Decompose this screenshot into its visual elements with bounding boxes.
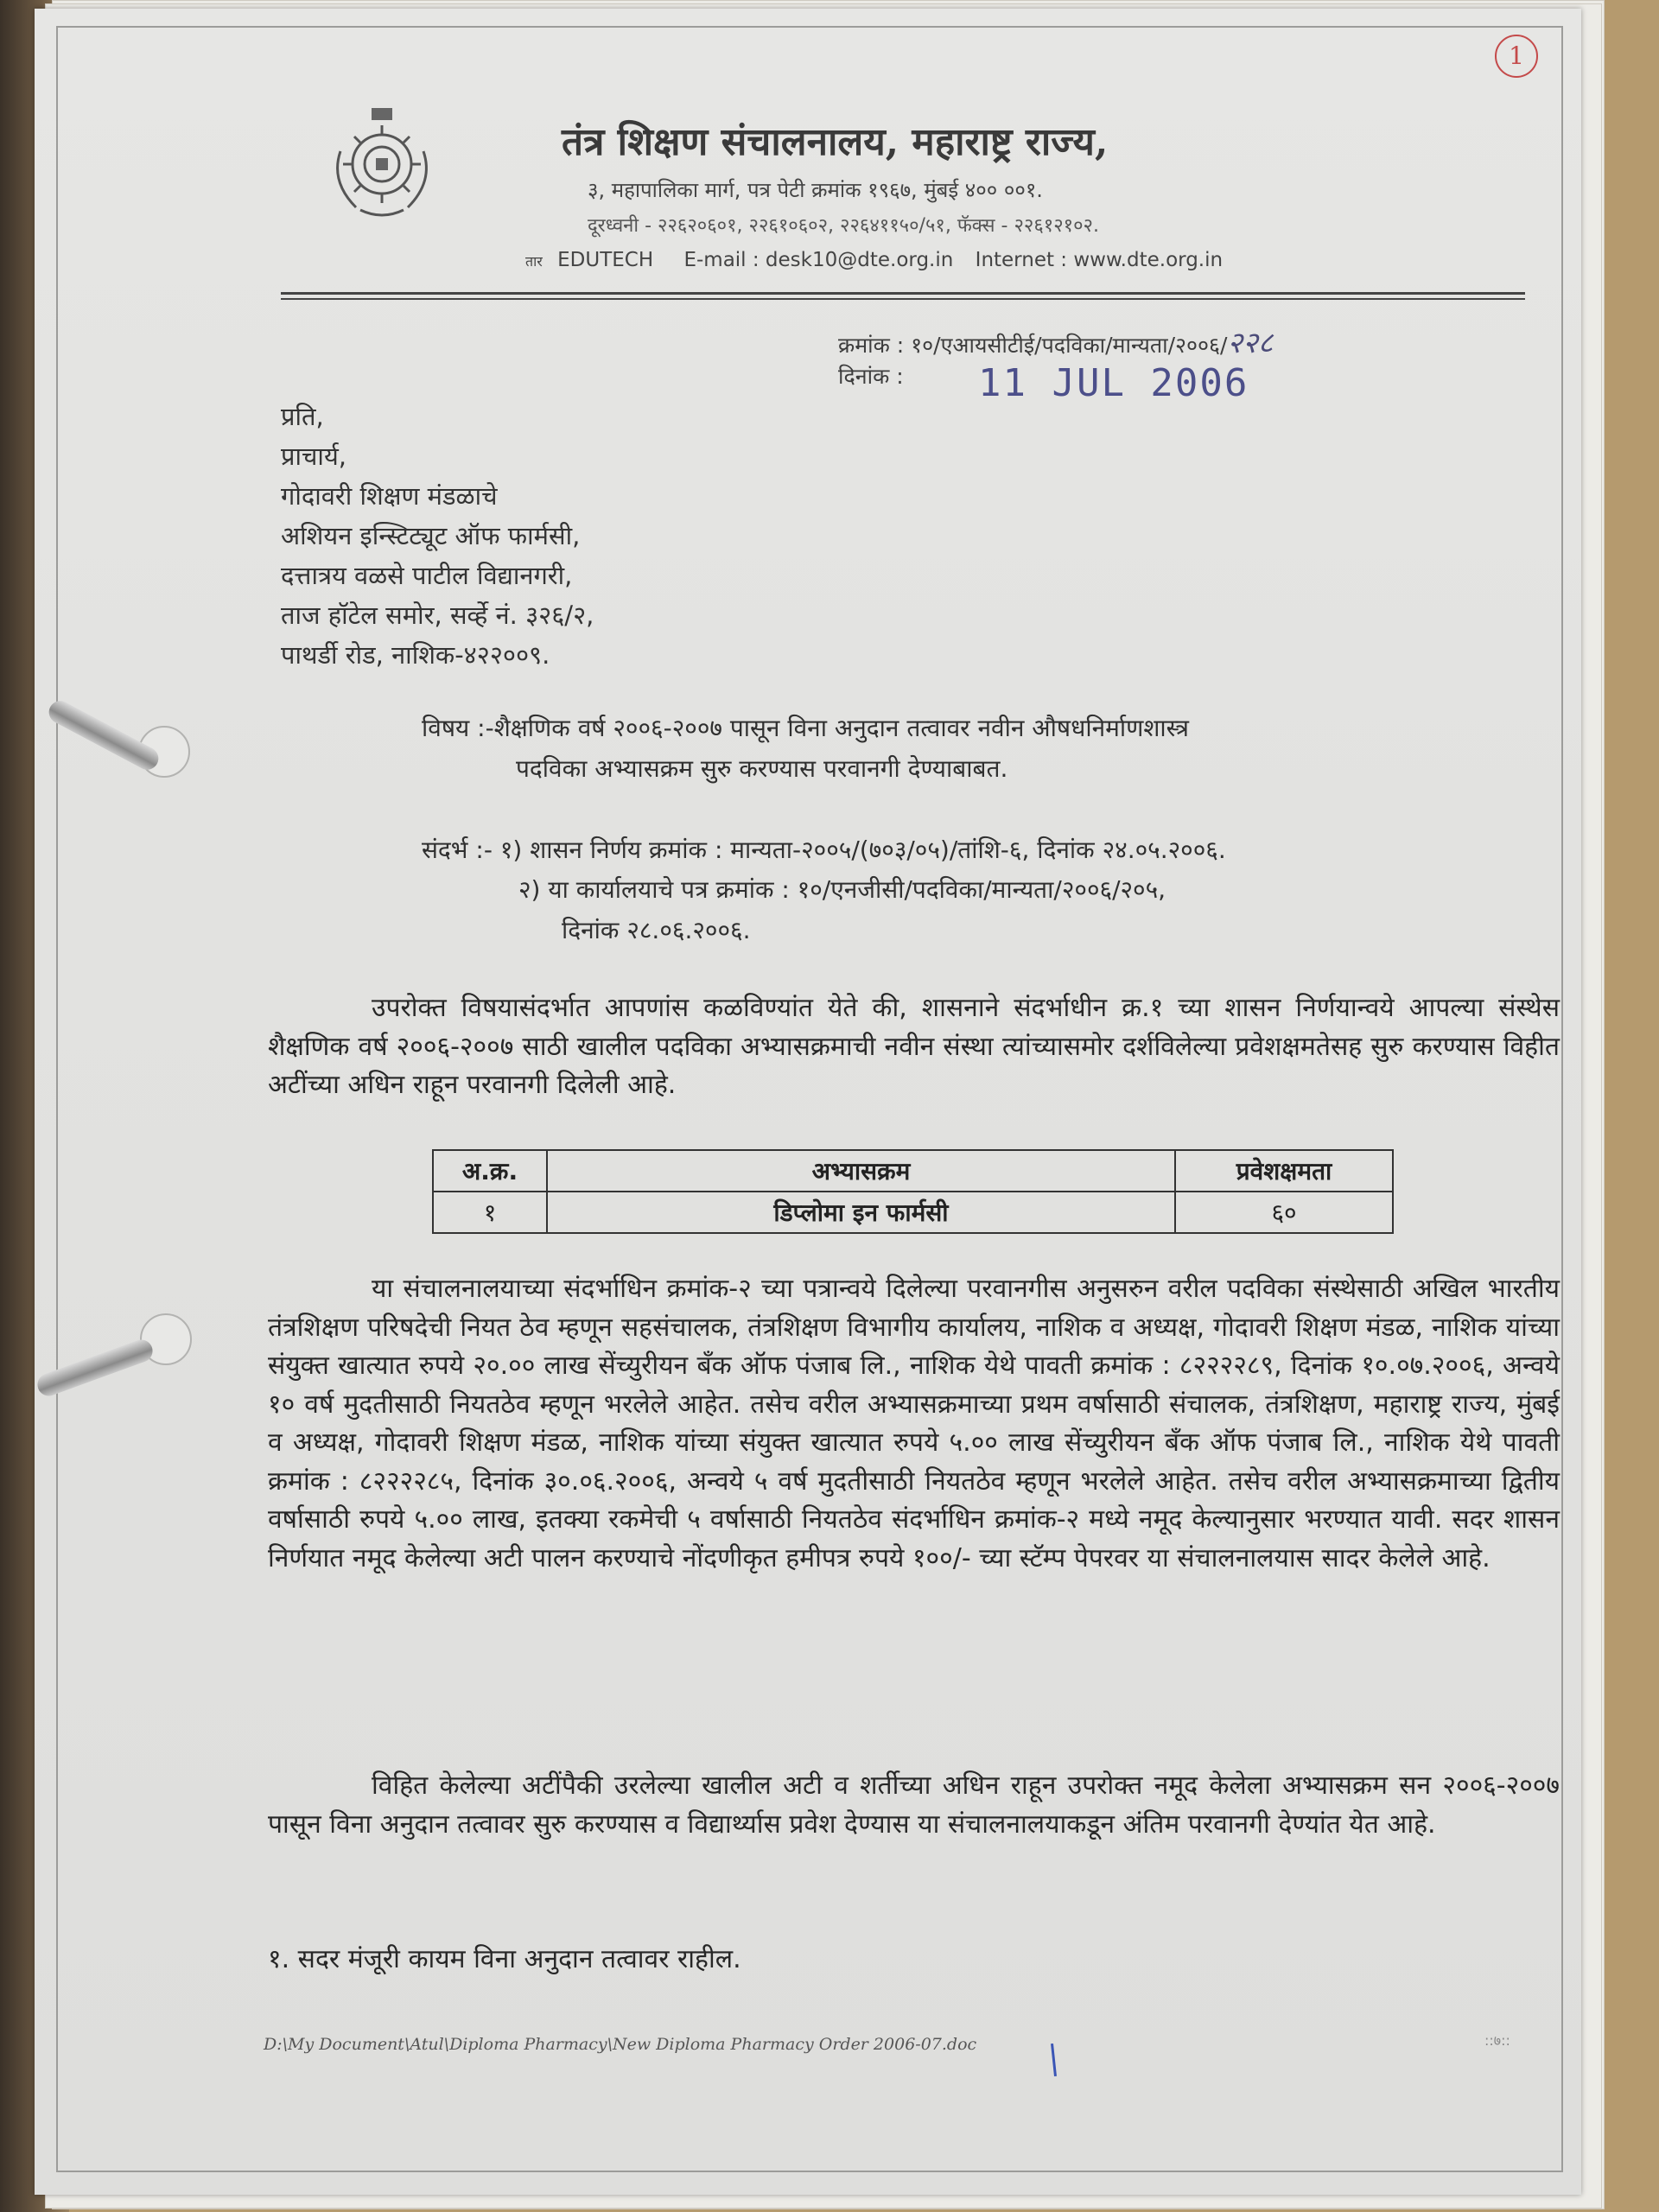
header-rule bbox=[281, 292, 1525, 295]
subject-line-2: पदविका अभ्यासक्रम सुरु करण्यास परवानगी देण्याबाबत. bbox=[516, 754, 1008, 783]
subject-text: शैक्षणिक वर्ष २००६-२००७ पासून विना अनुदान तत्वावर नवीन औषधनिर्माणशास्त्र bbox=[493, 714, 1190, 742]
reference-item-2-date: दिनांक २८.०६.२००६. bbox=[562, 916, 751, 944]
table-header-cell: अभ्यासक्रम bbox=[547, 1150, 1175, 1192]
reference-date-label: दिनांक : bbox=[838, 364, 904, 389]
footer-page-code: ::७:: bbox=[1484, 2032, 1510, 2049]
recipient-line: प्राचार्य, bbox=[281, 442, 346, 471]
table-row bbox=[433, 1192, 1393, 1233]
office-phones: दूरध्वनी - २२६२०६०१, २२६१०६०२, २२६४११५०/५१, फॅक्स - २२६१२१०२. bbox=[588, 215, 1099, 237]
table-header-cell: अ.क्र. bbox=[433, 1150, 547, 1192]
footer-file-path: D:\My Document\Atul\Diploma Pharmacy\New Diploma Pharmacy Order 2006-07.doc bbox=[264, 2035, 977, 2054]
subject-line-1 bbox=[422, 711, 1189, 744]
body-paragraph-1: उपरोक्त विषयासंदर्भात आपणांस कळविण्यांत येते की, शासनाने संदर्भाधीन क्र.१ च्या शासन निर्णयान्वये आपल्या संस्थेस शैक्षणिक वर्ष २००६-२००७ साठी खालील पदविका अभ्यासक्रमाची नवीन संस्था त्यांच्यासमोर दर्शविलेल्या प्रवेशक्षमतेसह सुरु करण्यास विहीत अटींच्या अधिन राहून परवानगी दिलेली आहे. bbox=[268, 993, 1560, 1100]
subject-label: विषय :- bbox=[422, 714, 494, 742]
header-rule bbox=[281, 298, 1525, 300]
recipient-line: अशियन इन्स्टिट्यूट ऑफ फार्मसी, bbox=[281, 521, 581, 550]
recipient-line: प्रति, bbox=[281, 402, 324, 431]
table-header-row bbox=[433, 1150, 1393, 1192]
table-cell: डिप्लोमा इन फार्मसी bbox=[547, 1192, 1175, 1233]
email-address: E-mail : desk10@dte.org.in bbox=[683, 249, 954, 271]
date-stamp: 11 JUL 2006 bbox=[978, 361, 1249, 405]
table-cell: १ bbox=[433, 1192, 547, 1233]
body-paragraph-2: या संचालनालयाच्या संदर्भाधिन क्रमांक-२ च्या पत्रान्वये दिलेल्या परवानगीस अनुसरुन वरील पदविका संस्थेसाठी अखिल भारतीय तंत्रशिक्षण परिषदेची नियत ठेव म्हणून सहसंचालक, तंत्रशिक्षण विभागीय कार्यालय, नाशिक व अध्यक्ष, गोदावरी शिक्षण मंडळ, नाशिक यांच्या संयुक्त खात्यात रुपये २०.०० लाख सेंच्युरीयन बँक ऑफ पंजाब लि., नाशिक येथे पावती क्रमांक : ८२२२२८९, दिनांक १०.०७.२००६, अन्वये १० वर्ष मुदतीसाठी नियतठेव म्हणून भरलेले आहेत. तसेच वरील अभ्यासक्रमाच्या प्रथम वर्षासाठी संचालक, तंत्रशिक्षण, महाराष्ट्र राज्य, मुंबई व अध्यक्ष, गोदावरी शिक्षण मंडळ, नाशिक यांच्या संयुक्त खात्यात रुपये ५.०० लाख सेंच्युरीयन बँक ऑफ पंजाब लि., नाशिक येथे पावती क्रमांक : ८२२२२८५, दिनांक ३०.०६.२००६, अन्वये ५ वर्ष मुदतीसाठी नियतठेव म्हणून भरलेले आहेत. तसेच वरील अभ्यासक्रमाच्या द्वितीय वर्षासाठी रुपये ५.०० लाख, इतक्या रकमेची ५ वर्षासाठी नियतठेव संदर्भाधिन क्रमांक-२ मध्ये नमूद केल्यानुसार भरण्यात यावी. सदर शासन निर्णयात नमूद केलेल्या अटी पालन करण्याचे नोंदणीकृत हमीपत्र रुपये १००/- च्या स्टॅम्प पेपरवर या संचालनालयास सादर केलेले आहे. bbox=[268, 1274, 1560, 1573]
office-title: तंत्र शिक्षण संचालनालय, महाराष्ट्र राज्य, bbox=[562, 120, 1109, 164]
table-header-cell: प्रवेशक्षमता bbox=[1175, 1150, 1393, 1192]
recipient-line: दत्तात्रय वळसे पाटील विद्यानगरी, bbox=[281, 561, 573, 590]
reference-number-value: १०/एआयसीटीई/पदविका/मान्यता/२००६/ bbox=[911, 333, 1228, 358]
reference-item-2: २) या कार्यालयाचे पत्र क्रमांक : १०/एनजीसी/पदविका/मान्यता/२००६/२०५, bbox=[518, 875, 1166, 904]
condition-item-1: १. सदर मंजूरी कायम विना अनुदान तत्वावर राहील. bbox=[268, 1944, 741, 1974]
body-paragraph-3: विहित केलेल्या अटींपैकी उरलेल्या खालील अटी व शर्तीच्या अधिन राहून उपरोक्त नमूद केलेला अभ्यासक्रम सन २००६-२००७ पासून विना अनुदान तत्वावर सुरु करण्यास व विद्यार्थ्यास प्रवेश देण्यास या संचालनालयाकडून अंतिम परवानगी देण्यांत येत आहे. bbox=[268, 1770, 1560, 1840]
course-table bbox=[432, 1149, 1394, 1234]
reference-number bbox=[838, 321, 1273, 361]
page-number-mark: 1 bbox=[1495, 35, 1538, 78]
recipient-line: पाथर्डी रोड, नाशिक-४२२००९. bbox=[281, 640, 550, 670]
table-cell: ६० bbox=[1175, 1192, 1393, 1233]
office-contacts bbox=[525, 249, 1223, 271]
recipient-line: ताज हॉटेल समोर, सर्व्हे नं. ३२६/२, bbox=[281, 601, 594, 630]
reference-number-handwritten: २२८ bbox=[1227, 326, 1274, 360]
references-label: संदर्भ :- bbox=[422, 836, 493, 864]
reference-item-1: १) शासन निर्णय क्रमांक : मान्यता-२००५/(७०३/०५)/तांशि-६, दिनांक २४.०५.२००६. bbox=[499, 836, 1226, 864]
reference-number-label: क्रमांक : bbox=[838, 333, 905, 358]
telegram-address: EDUTECH bbox=[557, 249, 654, 271]
telegram-label: तार bbox=[525, 253, 543, 270]
website-address: Internet : www.dte.org.in bbox=[975, 249, 1224, 271]
dte-emblem-icon bbox=[321, 99, 442, 229]
recipient-line: गोदावरी शिक्षण मंडळाचे bbox=[281, 481, 498, 511]
references-line-1 bbox=[422, 833, 1226, 866]
office-address: ३, महापालिका मार्ग, पत्र पेटी क्रमांक १९६७, मुंबई ४०० ००१. bbox=[588, 178, 1043, 202]
